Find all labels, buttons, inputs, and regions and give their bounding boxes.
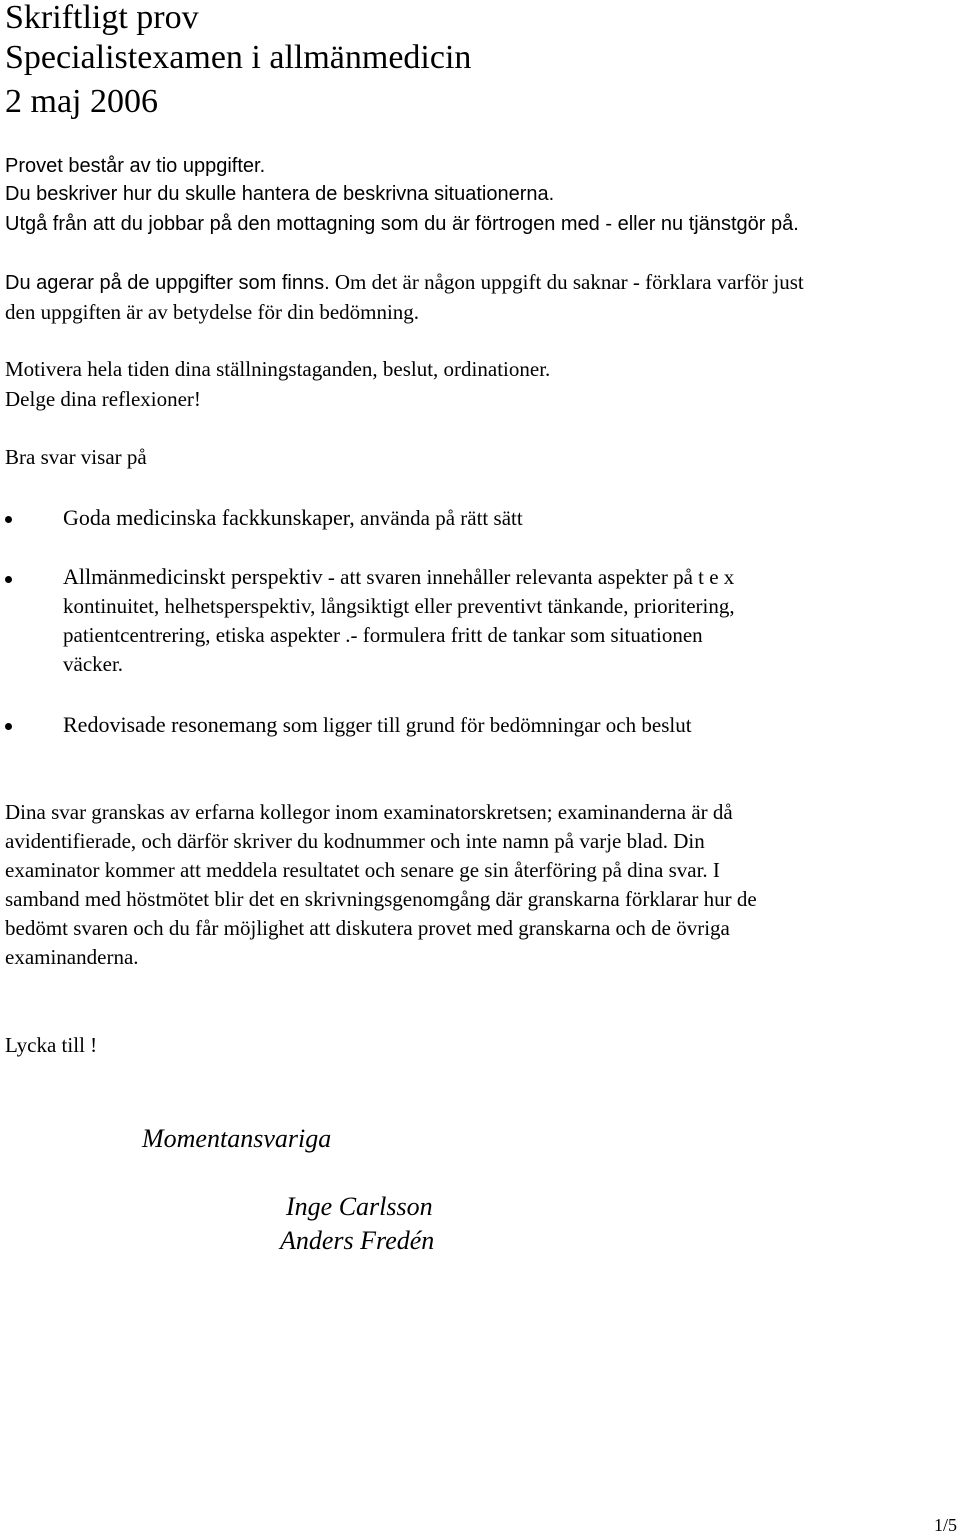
review-line: examinator kommer att meddela resultatet och senare ge sin återföring på dina svar. I bbox=[5, 858, 720, 882]
criteria-text-line: kontinuitet, helhetsperspektiv, långsiktigt eller preventivt tänkande, prioritering, bbox=[63, 594, 735, 618]
criteria-text: använda på rätt sätt bbox=[354, 506, 523, 530]
intro-line: Provet består av tio uppgifter. bbox=[5, 155, 266, 177]
instruction-line: den uppgiften är av betydelse för din bedömning. bbox=[5, 300, 420, 324]
intro-line: Utgå från att du jobbar på den mottagning som du är förtrogen med - eller nu tjänstgör på. bbox=[5, 213, 799, 235]
review-line: samband med höstmötet blir det en skrivningsgenomgång där granskarna förklarar hur de bbox=[5, 887, 757, 911]
criteria-text: - att svaren innehåller relevanta aspekter på t e x bbox=[322, 565, 735, 589]
exam-date: 2 maj 2006 bbox=[5, 83, 158, 120]
criteria-text-line: väcker. bbox=[63, 652, 124, 676]
intro-line: Du beskriver hur du skulle hantera de beskrivna situationerna. bbox=[5, 183, 555, 205]
criteria-text-line: patientcentrering, etiska aspekter .- formulera fritt de tankar som situationen bbox=[63, 623, 703, 647]
criteria-emphasis: Goda medicinska fackkunskaper, bbox=[63, 505, 355, 530]
review-line: examinanderna. bbox=[5, 945, 139, 969]
criteria-emphasis: Allmänmedicinskt perspektiv bbox=[63, 564, 323, 589]
criteria-emphasis: Redovisade resonemang bbox=[63, 712, 278, 737]
closing-text: Lycka till ! bbox=[5, 1033, 98, 1057]
criteria-item bbox=[63, 711, 692, 739]
criteria-item bbox=[63, 563, 734, 591]
review-line: Dina svar granskas av erfarna kollegor inom examinatorskretsen; examinanderna är då bbox=[5, 800, 733, 824]
bullet-icon bbox=[5, 576, 12, 583]
signature-name: Anders Fredén bbox=[280, 1226, 435, 1255]
instruction-text: Om det är någon uppgift du saknar - förklara varför just bbox=[329, 270, 804, 294]
bullet-icon bbox=[5, 516, 12, 523]
bullet-icon bbox=[5, 723, 12, 730]
page-number: 1/5 bbox=[933, 1515, 957, 1535]
instruction-line: Motivera hela tiden dina ställningstaganden, beslut, ordinationer. bbox=[5, 357, 551, 381]
signature-name: Inge Carlsson bbox=[286, 1192, 433, 1221]
instruction-text: Du agerar på de uppgifter som finns. bbox=[5, 272, 330, 294]
document-title: Skriftligt prov bbox=[5, 0, 199, 36]
exam-name: Specialistexamen i allmänmedicin bbox=[5, 39, 472, 76]
criteria-heading: Bra svar visar på bbox=[5, 445, 147, 469]
criteria-item bbox=[63, 504, 523, 532]
review-line: bedömt svaren och du får möjlighet att diskutera provet med granskarna och de övriga bbox=[5, 916, 730, 940]
instruction-line bbox=[5, 268, 804, 297]
criteria-text: som ligger till grund för bedömningar och beslut bbox=[277, 713, 692, 737]
review-line: avidentifierade, och därför skriver du kodnummer och inte namn på varje blad. Din bbox=[5, 829, 705, 853]
instruction-line: Delge dina reflexioner! bbox=[5, 387, 201, 411]
signature-role: Momentansvariga bbox=[142, 1124, 332, 1153]
